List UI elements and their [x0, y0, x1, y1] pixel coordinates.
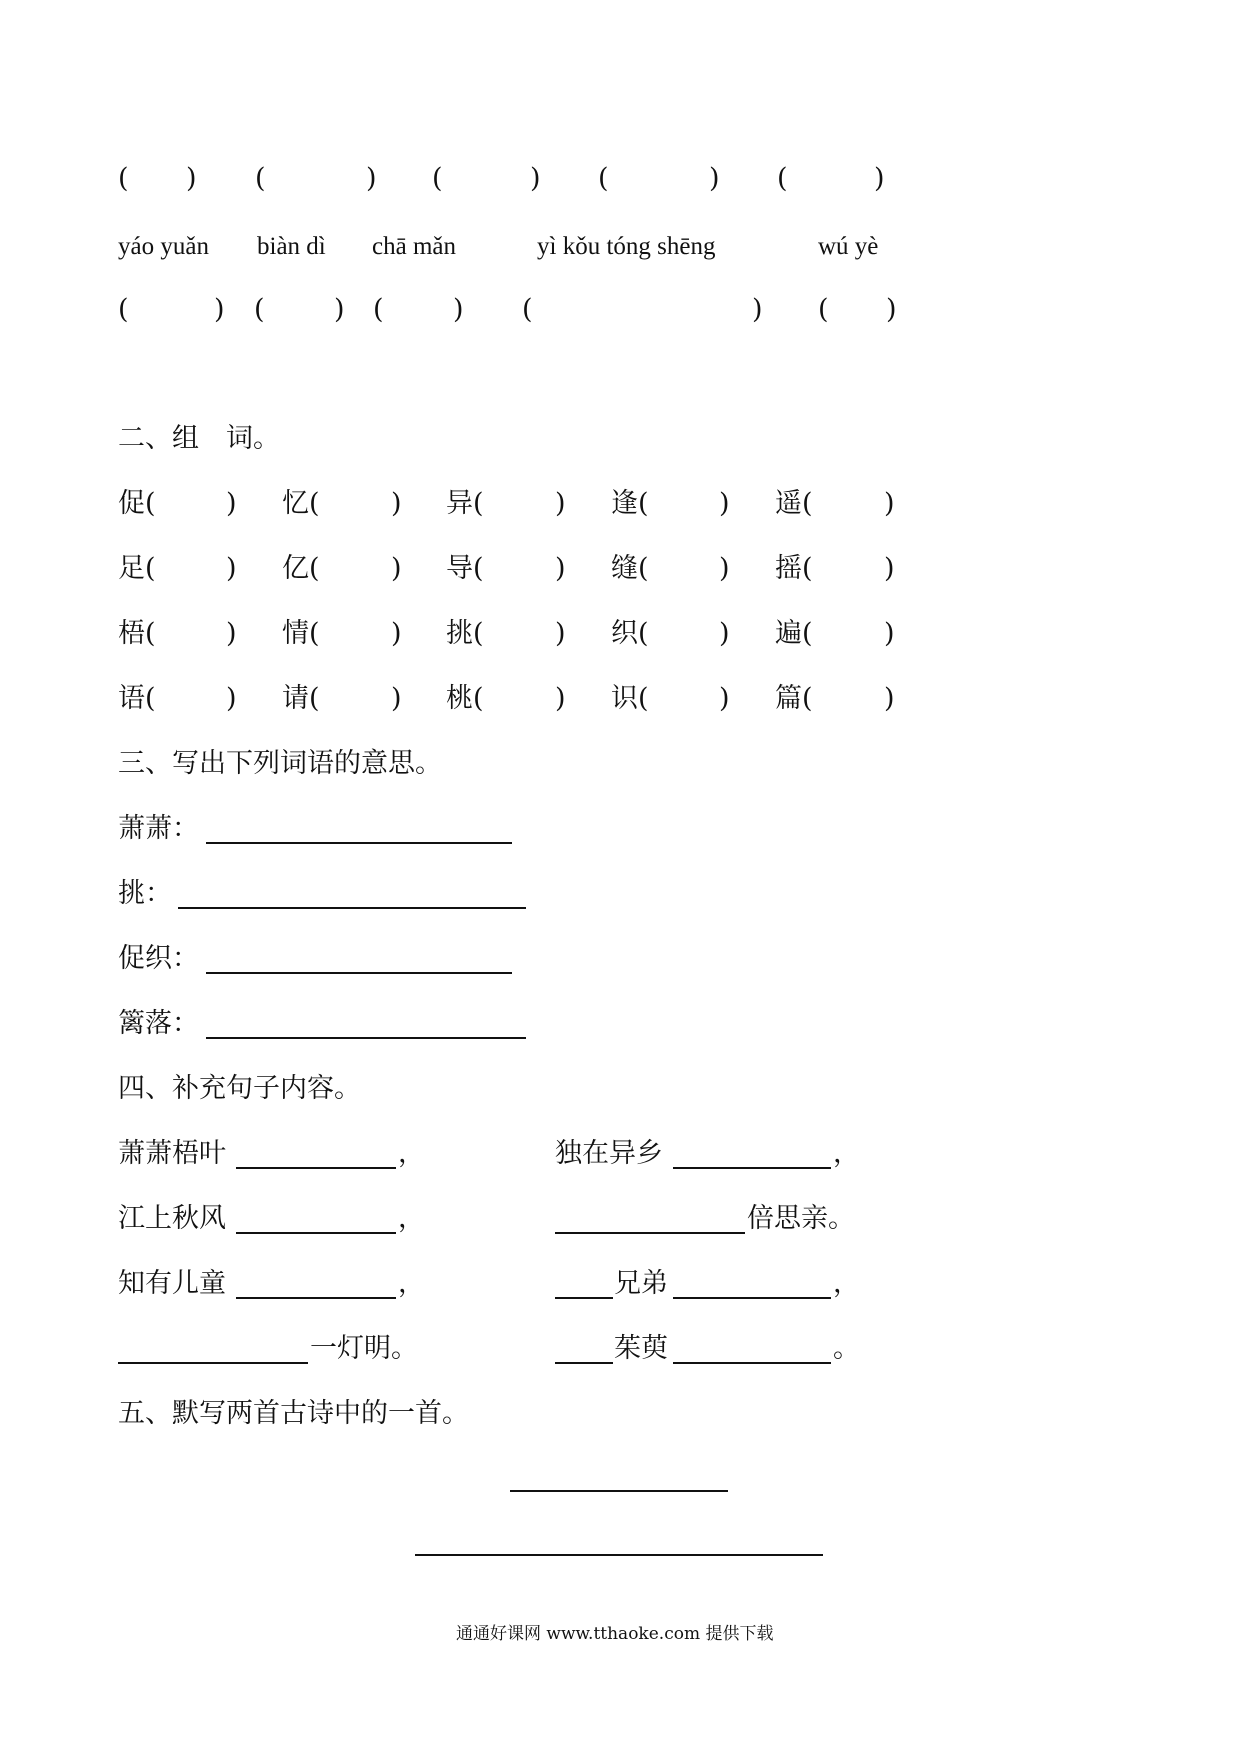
section-heading: 四、补充句子内容。: [118, 1073, 361, 1104]
char-item: 足(: [118, 553, 156, 584]
poem-punct: ，: [398, 1203, 425, 1234]
paren-close: ): [719, 683, 730, 714]
char-item: 促(: [118, 488, 156, 519]
paren-close: ): [186, 163, 197, 194]
poem-text: 倍思亲。: [747, 1203, 855, 1234]
char-item: 摇(: [775, 553, 813, 584]
char-item: 异(: [446, 488, 484, 519]
char-item: 语(: [118, 683, 156, 714]
paren-close: ): [752, 294, 763, 325]
paren-close: ): [453, 294, 464, 325]
term-label: 篱落：: [118, 1008, 199, 1039]
char-item: 亿(: [282, 553, 320, 584]
term-label: 促织：: [118, 943, 199, 974]
poem-text: 独在异乡: [555, 1138, 663, 1169]
poem-text: 兄弟: [614, 1268, 668, 1299]
paren-open: (: [254, 294, 265, 325]
char-item: 桃(: [446, 683, 484, 714]
answer-blank[interactable]: [206, 972, 512, 974]
poem-punct: ，: [833, 1268, 860, 1299]
paren-close: ): [226, 618, 237, 649]
pinyin-word: yáo yuǎn: [118, 233, 209, 260]
answer-blank[interactable]: [673, 1362, 831, 1364]
pinyin-word: wú yè: [818, 233, 879, 260]
paren-open: (: [818, 294, 829, 325]
paren-close: ): [884, 488, 895, 519]
paren-close: ): [391, 683, 402, 714]
paren-open: (: [777, 163, 788, 194]
char-item: 挑(: [446, 618, 484, 649]
pinyin-word: chā mǎn: [372, 233, 456, 260]
pinyin-word: biàn dì: [257, 233, 326, 260]
section-heading: 二、组 词。: [118, 423, 280, 454]
paren-close: ): [334, 294, 345, 325]
poem-text: 萧萧梧叶: [118, 1138, 226, 1169]
paren-close: ): [884, 553, 895, 584]
paren-close: ): [226, 553, 237, 584]
poem-text: 知有儿童: [118, 1268, 226, 1299]
char-item: 请(: [282, 683, 320, 714]
poem-punct: ，: [833, 1138, 860, 1169]
answer-blank[interactable]: [178, 907, 526, 909]
char-item: 遍(: [775, 618, 813, 649]
answer-blank[interactable]: [673, 1297, 831, 1299]
answer-blank[interactable]: [206, 842, 512, 844]
answer-blank[interactable]: [555, 1232, 745, 1234]
paren-close: ): [226, 683, 237, 714]
char-item: 遥(: [775, 488, 813, 519]
paren-close: ): [214, 294, 225, 325]
char-item: 缝(: [611, 553, 649, 584]
poem-punct: 。: [833, 1333, 860, 1364]
paren-close: ): [719, 488, 730, 519]
poem-text: 一灯明。: [310, 1333, 418, 1364]
char-item: 忆(: [282, 488, 320, 519]
answer-blank[interactable]: [118, 1362, 308, 1364]
paren-close: ): [530, 163, 541, 194]
char-item: 识(: [611, 683, 649, 714]
paren-open: (: [598, 163, 609, 194]
paren-close: ): [391, 618, 402, 649]
paren-close: ): [555, 683, 566, 714]
answer-blank[interactable]: [236, 1297, 396, 1299]
paren-close: ): [555, 553, 566, 584]
paren-open: (: [118, 294, 129, 325]
paren-close: ): [886, 294, 897, 325]
paren-close: ): [366, 163, 377, 194]
char-item: 情(: [282, 618, 320, 649]
char-item: 织(: [611, 618, 649, 649]
pinyin-word: yì kǒu tóng shēng: [537, 233, 716, 260]
paren-open: (: [118, 163, 129, 194]
poem-punct: ，: [398, 1138, 425, 1169]
answer-blank[interactable]: [236, 1232, 396, 1234]
term-label: 挑：: [118, 878, 172, 909]
paren-open: (: [255, 163, 266, 194]
answer-blank[interactable]: [236, 1167, 396, 1169]
poem-punct: ，: [398, 1268, 425, 1299]
paren-close: ): [884, 683, 895, 714]
paren-close: ): [719, 618, 730, 649]
footer-text: 通通好课网 www.tthaoke.com 提供下载: [456, 1624, 774, 1644]
answer-blank[interactable]: [555, 1362, 613, 1364]
paren-close: ): [709, 163, 720, 194]
paren-close: ): [226, 488, 237, 519]
answer-blank[interactable]: [673, 1167, 831, 1169]
paren-close: ): [555, 618, 566, 649]
poem-text: 江上秋风: [118, 1203, 226, 1234]
paren-close: ): [391, 553, 402, 584]
poem-author-blank[interactable]: [415, 1554, 823, 1556]
paren-open: (: [522, 294, 533, 325]
paren-close: ): [874, 163, 885, 194]
poem-title-blank[interactable]: [510, 1490, 728, 1492]
paren-close: ): [884, 618, 895, 649]
section-heading: 五、默写两首古诗中的一首。: [118, 1398, 469, 1429]
paren-close: ): [391, 488, 402, 519]
paren-close: ): [555, 488, 566, 519]
char-item: 导(: [446, 553, 484, 584]
section-heading: 三、写出下列词语的意思。: [118, 748, 442, 779]
poem-text: 茱萸: [614, 1333, 668, 1364]
paren-close: ): [719, 553, 730, 584]
answer-blank[interactable]: [555, 1297, 613, 1299]
paren-open: (: [432, 163, 443, 194]
char-item: 篇(: [775, 683, 813, 714]
char-item: 逢(: [611, 488, 649, 519]
paren-open: (: [373, 294, 384, 325]
term-label: 萧萧：: [118, 813, 199, 844]
char-item: 梧(: [118, 618, 156, 649]
answer-blank[interactable]: [206, 1037, 526, 1039]
